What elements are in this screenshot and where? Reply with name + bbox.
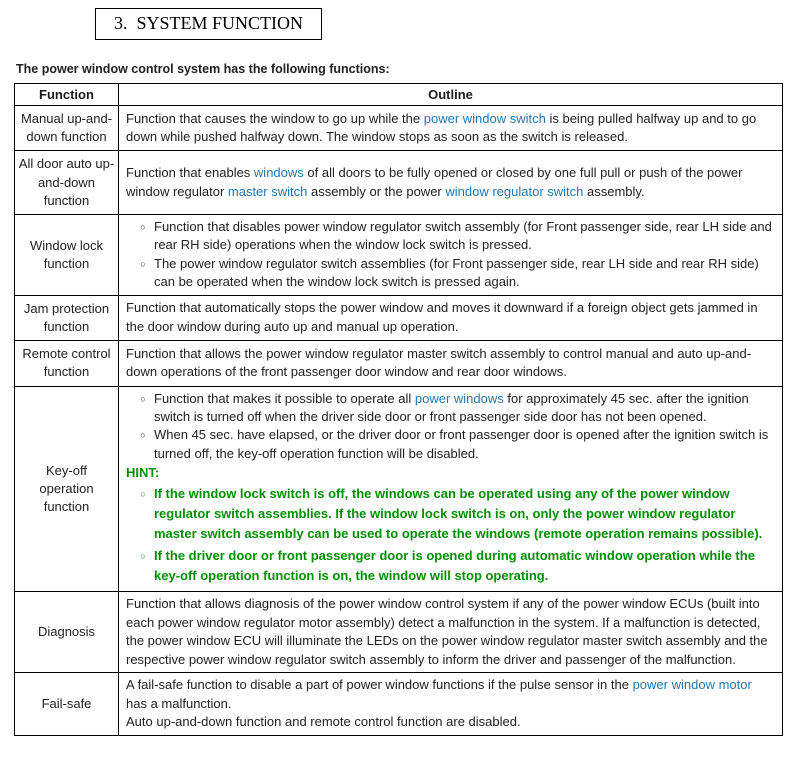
list-item [126,390,775,427]
list-item [126,218,775,255]
outline-cell [119,673,783,735]
outline-cell [119,295,783,340]
table-row [15,341,783,386]
outline-cell [119,214,783,295]
function-name-cell: All door auto up-and-down function [15,151,119,215]
system-function-table [14,83,783,736]
text-segment: assembly. [583,183,645,199]
text-segment: of all doors to be fully opened or closed by one full pull or push of the power window regulator [126,165,743,199]
text-segment: A fail-safe function to disable a part of power window functions if the pulse sensor in the [126,677,633,693]
text-segment: assembly or the power [307,183,446,199]
circle-bullet-icon: ○ [140,393,146,404]
list-item [126,255,775,292]
outline-paragraph [126,110,775,147]
circle-bullet-icon: ○ [140,258,146,269]
bullet-list [126,484,775,587]
outline-paragraph [126,345,775,382]
table-row [15,592,783,673]
text-segment: Function that makes it possible to operate all [154,390,415,406]
table-header [15,84,783,106]
list-item-text [154,546,775,586]
doc-link[interactable]: power windows [414,390,504,406]
text-segment: Auto up-and-down function and remote control function are disabled. [126,714,521,730]
list-item-text [154,484,775,544]
bullet-list [126,218,775,292]
doc-link[interactable]: power window switch [423,110,546,126]
outline-cell [119,341,783,386]
text-segment: has a malfunction. [126,695,232,711]
text-segment: If the window lock switch is off, the windows can be operated using any of the power window regulator switch assemblies. If the window lock switch is on, only the power window regulator master switch assembly can be used to operate the windows (remote operation remains possible). [154,485,763,542]
table-row [15,295,783,340]
hint-label: HINT: [126,465,160,481]
text-segment: Function that allows diagnosis of the power window control system if any of the power window ECUs (built into each power window regulator motor assembly) detect a malfunction in the system. If a malfunction is detected, the power window ECU will illuminate the LEDs on the power window regulator master switch assembly and the respective power window regulator switch assembly to inform the driver and passenger of the malfunction. [126,596,768,667]
function-name-cell: Window lock function [15,214,119,295]
doc-link[interactable]: power window motor [632,677,752,693]
doc-link[interactable]: windows [253,165,304,181]
bullet-list [126,390,775,464]
outline-paragraph [126,164,775,201]
function-table-body [15,106,783,736]
outline-cell [119,151,783,215]
intro-text: The power window control system has the following functions: [16,62,390,76]
column-header-outline: Outline [119,84,783,106]
function-name-cell: Key-off operation function [15,386,119,592]
list-item [126,426,775,463]
list-item-text [154,390,775,427]
function-name-cell: Diagnosis [15,592,119,673]
table-row [15,673,783,735]
section-title: 3. SYSTEM FUNCTION [95,8,322,40]
text-segment: is being pulled halfway up and to go down while pushed halfway down. The window stops as soon as the switch is released. [126,110,757,145]
table-header-row [15,84,783,106]
text-segment: If the driver door or front passenger door is opened during automatic window operation while the key-off operation function is on, the window will stop operating. [154,548,755,584]
list-item [126,484,775,544]
text-segment: for approximately 45 sec. after the ignition switch is turned off when the driver side door or front passenger side door has not been opened. [154,390,749,424]
doc-link[interactable]: window regulator switch [445,183,584,199]
table-row [15,106,783,151]
outline-paragraph [126,299,775,336]
text-segment: Function that automatically stops the power window and moves it downward if a foreign object gets jammed in the door window during auto up and manual up operation. [126,300,758,334]
column-header-function: Function [15,84,119,106]
outline-paragraph [126,595,775,669]
function-name-cell: Jam protection function [15,295,119,340]
list-item-text [154,426,775,463]
text-segment: Function that causes the window to go up while the [126,110,424,126]
table-row [15,386,783,592]
text-segment: The power window regulator switch assemblies (for Front passenger side, rear LH side and rear RH side) can be operated when the window lock switch is pressed again. [154,255,759,290]
function-name-cell: Manual up-and-down function [15,106,119,151]
circle-bullet-icon: ○ [140,430,146,441]
function-name-cell: Fail-safe [15,673,119,735]
table-row [15,214,783,295]
function-name-cell: Remote control function [15,341,119,386]
text-segment: When 45 sec. have elapsed, or the driver door or front passenger door is opened after the ignition switch is turned off, the key-off operation function will be disabled. [154,427,769,461]
text-segment: Function that disables power window regulator switch assembly (for Front passenger side, rear LH side and rear RH side) operations when the window lock switch is pressed. [154,218,772,253]
circle-bullet-icon: ○ [140,221,146,232]
circle-bullet-icon: ○ [140,551,146,562]
circle-bullet-icon: ○ [140,488,146,499]
outline-paragraph [126,676,775,713]
text-segment: Function that enables [126,165,254,181]
outline-cell [119,106,783,151]
list-item [126,546,775,586]
list-item-text [154,255,775,292]
table-row [15,151,783,215]
list-item-text [154,218,775,255]
outline-cell [119,386,783,592]
doc-link[interactable]: master switch [227,183,308,199]
outline-paragraph [126,713,775,731]
text-segment: Function that allows the power window regulator master switch assembly to control manual and auto up-and-down operations of the front passenger door window and rear door windows. [126,345,752,380]
outline-cell [119,592,783,673]
